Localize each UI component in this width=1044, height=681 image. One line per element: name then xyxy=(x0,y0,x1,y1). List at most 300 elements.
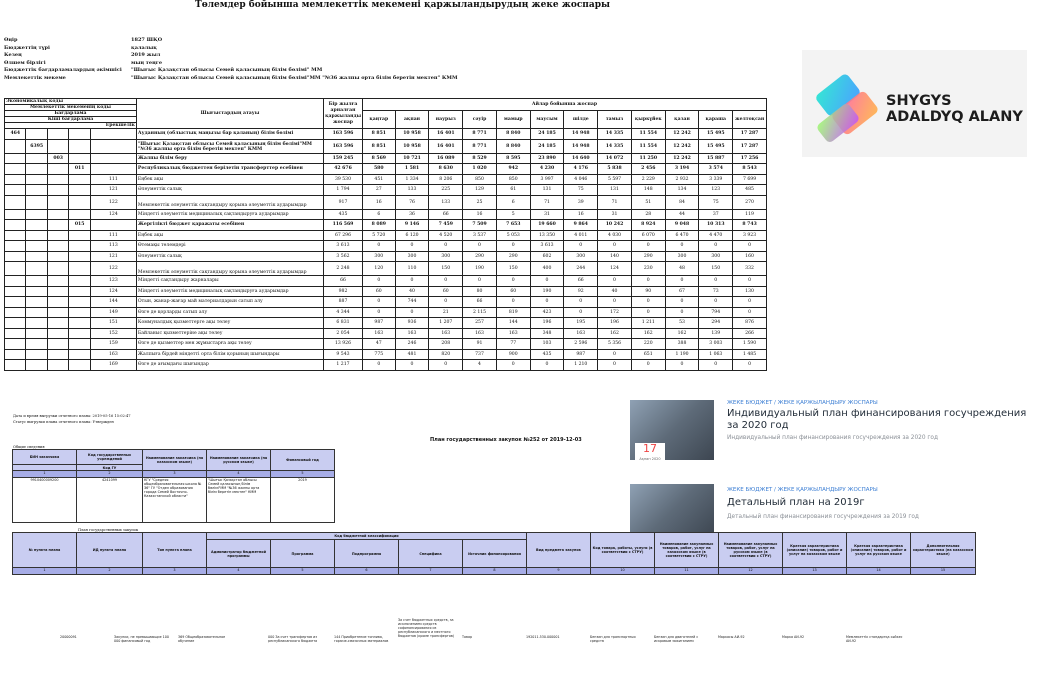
month-cell: 8 543 xyxy=(733,164,767,175)
month-cell: 60 xyxy=(429,286,463,297)
month-cell: 257 xyxy=(463,318,497,329)
month-cell: 0 xyxy=(631,307,665,318)
month-cell: 290 xyxy=(463,251,497,262)
code-cell xyxy=(5,339,26,350)
month-cell: 66 xyxy=(463,297,497,308)
month-cell: 6 120 xyxy=(395,230,429,241)
month-cell: 3 923 xyxy=(733,230,767,241)
procurement-plan-title: План государственных закупок №252 от 2019-12-03 xyxy=(430,437,582,443)
column-number: 6 xyxy=(335,568,399,575)
month-cell: 130 xyxy=(733,286,767,297)
code-cell xyxy=(69,241,90,252)
code-cell xyxy=(47,129,68,140)
month-10: қазан xyxy=(665,111,699,129)
meta-key: Бюджеттік бағдарламалардың әкімшісі xyxy=(4,67,122,74)
code-cell: 111 xyxy=(90,230,136,241)
code-cell xyxy=(5,318,26,329)
month-cell: 10 242 xyxy=(598,220,632,231)
code-cell xyxy=(69,297,90,308)
month-cell: 196 xyxy=(598,318,632,329)
month-cell: 794 xyxy=(699,307,733,318)
expense-name: Міндетті әлеуметтік медициналық сақтандыруға аударымдар xyxy=(136,209,323,220)
code-cell xyxy=(26,307,47,318)
month-cell: 651 xyxy=(631,349,665,360)
header-months-title: Айлар бойынша жоспар xyxy=(362,99,766,111)
gi-value: КГУ "Средняя общеобразовательная школа № 36" ГУ "Отдел образования города Семей Восточно-Казахстанской области" xyxy=(143,478,207,523)
month-cell: 24 185 xyxy=(530,139,564,153)
month-cell: 51 xyxy=(631,195,665,209)
news-thumbnail[interactable] xyxy=(630,484,714,536)
code-cell xyxy=(69,195,90,209)
month-cell: 0 xyxy=(699,360,733,371)
procurement-cell: 144 Приобретение топлива, горюче-смазочных материалов xyxy=(334,635,389,643)
month-cell: 16 089 xyxy=(429,153,463,164)
code-cell xyxy=(90,164,136,175)
total-cell: 1 217 xyxy=(324,360,363,371)
total-cell: 6 831 xyxy=(324,318,363,329)
month-cell: 0 xyxy=(429,241,463,252)
code-cell xyxy=(26,318,47,329)
month-cell: 139 xyxy=(699,328,733,339)
month-11: қараша xyxy=(699,111,733,129)
month-cell: 9 146 xyxy=(395,220,429,231)
meta-key: Өлшем бірлігі xyxy=(4,59,46,66)
month-cell: 196 xyxy=(530,318,564,329)
month-6: маусым xyxy=(530,111,564,129)
month-cell: 14 640 xyxy=(564,153,598,164)
month-cell: 6 070 xyxy=(631,230,665,241)
month-cell: 44 xyxy=(665,209,699,220)
month-cell: 8 840 xyxy=(496,129,530,140)
code-cell xyxy=(5,241,26,252)
month-cell: 1 063 xyxy=(699,349,733,360)
month-cell: 40 xyxy=(395,286,429,297)
month-cell: 348 xyxy=(530,328,564,339)
month-cell: 1 581 xyxy=(395,164,429,175)
month-12: желтоқсан xyxy=(733,111,767,129)
code-cell xyxy=(69,139,90,153)
procurement-table: № пункта плана ИД пункта плана Тип пункта плана Код бюджетной классификации Вид предмета закупок Код товара, работы, услуги (в соответствии с СТРУ) Наименование закупаемых товаров, работ, услуг на казахском языке (в соответствии с СТРУ) Наименование закупаемых товаров, работ, услуг на русском языке (в соответствии с СТРУ) Краткая характеристика (описание) товаров, работ и услуг на казахском языке Краткая характеристика (описание) товаров, работ и услуг на русском языке Дополнительная характеристика (на казахском языке) Администратор бюджетной программы Программа Подпрограмма Специфика Источник финансирования 1 2 3 4 5 6 7 8 9 10 11 12 13 14 15 xyxy=(12,532,976,575)
month-cell: 0 xyxy=(463,276,497,287)
table-row xyxy=(5,360,767,371)
code-cell xyxy=(5,153,26,164)
code-cell xyxy=(69,328,90,339)
month-cell: 4 xyxy=(463,360,497,371)
month-cell: 19 660 xyxy=(530,220,564,231)
month-cell: 48 xyxy=(665,262,699,276)
code-cell xyxy=(69,349,90,360)
month-cell: 0 xyxy=(564,297,598,308)
code-cell xyxy=(47,339,68,350)
month-cell: 987 xyxy=(564,349,598,360)
month-cell: 0 xyxy=(395,360,429,371)
month-cell: 14 948 xyxy=(564,139,598,153)
code-cell: 144 xyxy=(90,297,136,308)
month-cell: 25 xyxy=(463,195,497,209)
expense-name: Жергілікті бюджет қаражаты есебінен xyxy=(136,220,323,231)
logo xyxy=(802,50,1027,157)
month-cell: 1 020 xyxy=(463,164,497,175)
month-cell: 0 xyxy=(362,307,395,318)
month-cell: 144 xyxy=(496,318,530,329)
table-row xyxy=(5,164,767,175)
code-cell: 003 xyxy=(47,153,68,164)
month-cell: 3 997 xyxy=(530,174,564,185)
total-cell: 887 xyxy=(324,297,363,308)
code-cell: 149 xyxy=(90,307,136,318)
table-row xyxy=(5,307,767,318)
code-cell xyxy=(5,328,26,339)
page-title: Төлемдер бойынша мемлекеттік мекемені қаржыландырудың жеке жоспары xyxy=(195,0,611,10)
code-cell xyxy=(47,230,68,241)
total-cell: 9 543 xyxy=(324,349,363,360)
code-cell xyxy=(5,297,26,308)
column-number: 2 xyxy=(77,568,143,575)
code-cell xyxy=(5,195,26,209)
month-cell: 602 xyxy=(530,251,564,262)
code-cell: 111 xyxy=(90,174,136,185)
month-cell: 4 046 xyxy=(564,174,598,185)
month-cell: 8 924 xyxy=(631,220,665,231)
code-cell: 113 xyxy=(90,241,136,252)
month-cell: 0 xyxy=(665,297,699,308)
code-cell xyxy=(47,164,68,175)
month-cell: 67 xyxy=(665,286,699,297)
procurement-caption: План государственных закупок xyxy=(78,528,139,532)
total-cell: 159 245 xyxy=(324,153,363,164)
code-cell: 121 xyxy=(90,185,136,196)
code-cell xyxy=(26,129,47,140)
code-cell xyxy=(26,230,47,241)
meta-row xyxy=(4,45,404,53)
month-cell: 8 595 xyxy=(496,153,530,164)
month-cell: 300 xyxy=(395,251,429,262)
table-row xyxy=(5,286,767,297)
month-cell: 423 xyxy=(530,307,564,318)
code-cell xyxy=(90,129,136,140)
month-cell: 820 xyxy=(429,349,463,360)
code-cell xyxy=(26,328,47,339)
month-cell: 163 xyxy=(496,328,530,339)
month-cell: 39 xyxy=(564,195,598,209)
code-cell xyxy=(5,307,26,318)
month-cell: 0 xyxy=(395,241,429,252)
total-cell: 163 596 xyxy=(324,129,363,140)
month-cell: 0 xyxy=(733,276,767,287)
procurement-cell: 20000091 xyxy=(60,635,77,639)
month-cell: 1 211 xyxy=(631,318,665,329)
month-cell: 6 xyxy=(496,195,530,209)
code-cell xyxy=(47,195,68,209)
month-cell: 8 771 xyxy=(463,129,497,140)
code-cell xyxy=(47,209,68,220)
month-cell: 103 xyxy=(530,339,564,350)
code-cell xyxy=(26,297,47,308)
month-cell: 133 xyxy=(429,195,463,209)
meta-value: 1827 ШҚО xyxy=(131,37,163,43)
code-cell xyxy=(47,220,68,231)
month-cell: 0 xyxy=(429,297,463,308)
total-cell: 67 296 xyxy=(324,230,363,241)
month-cell: 300 xyxy=(362,251,395,262)
logo-text: SHYGYS ADALDYQ ALANY xyxy=(886,93,1023,125)
expense-name: Мемлекеттік әлеуметтік сақтандыру қорына әлеуметтік аударымдар xyxy=(136,262,323,276)
header-admin: Мемлекеттік мекеменің коды xyxy=(5,105,137,111)
code-cell xyxy=(69,276,90,287)
month-cell: 75 xyxy=(564,185,598,196)
month-cell: 0 xyxy=(598,297,632,308)
total-cell: 2 248 xyxy=(324,262,363,276)
code-cell xyxy=(5,139,26,153)
month-cell: 9 048 xyxy=(665,220,699,231)
code-cell: 464 xyxy=(5,129,26,140)
month-cell: 290 xyxy=(496,251,530,262)
month-5: мамыр xyxy=(496,111,530,129)
gi-header: БИН заказчика xyxy=(13,450,77,465)
month-cell: 3 339 xyxy=(699,174,733,185)
code-cell: 124 xyxy=(90,209,136,220)
expense-name: "Шығыс Қазақстан облысы Семей қаласының білім бөлімі"ММ "№36 жалпы орта білім беретін мектеп" КММ xyxy=(136,139,323,153)
code-cell xyxy=(69,153,90,164)
month-cell: 876 xyxy=(733,318,767,329)
code-cell: 169 xyxy=(90,360,136,371)
month-cell: 16 xyxy=(463,209,497,220)
month-cell: 21 xyxy=(429,307,463,318)
table-row xyxy=(5,174,767,185)
meta-value: қалалық xyxy=(131,44,157,51)
month-cell: 11 250 xyxy=(631,153,665,164)
month-cell: 0 xyxy=(564,241,598,252)
month-cell: 208 xyxy=(429,339,463,350)
export-status: Статус выгрузки плана отчетного плана: Утвержден xyxy=(13,420,114,424)
code-cell xyxy=(5,230,26,241)
month-7: шілде xyxy=(564,111,598,129)
month-cell: 1 190 xyxy=(665,349,699,360)
expense-name: Өтемақы төлемдері xyxy=(136,241,323,252)
month-cell: 16 401 xyxy=(429,139,463,153)
meta-key: Өңір xyxy=(4,37,18,43)
month-cell: 60 xyxy=(496,286,530,297)
month-cell: 0 xyxy=(362,276,395,287)
month-cell: 162 xyxy=(598,328,632,339)
date-badge: 17 Ақпан 2020 xyxy=(635,443,665,467)
code-cell xyxy=(26,164,47,175)
month-cell: 4 030 xyxy=(598,230,632,241)
month-cell: 12 242 xyxy=(665,139,699,153)
expense-name: Отын, жанар-жағар май материалдарын сатып алу xyxy=(136,297,323,308)
month-cell: 36 xyxy=(395,209,429,220)
month-cell: 80 xyxy=(463,286,497,297)
month-cell: 11 554 xyxy=(631,139,665,153)
column-number: 4 xyxy=(207,568,271,575)
month-cell: 0 xyxy=(496,241,530,252)
month-cell: 6 470 xyxy=(665,230,699,241)
code-cell xyxy=(26,241,47,252)
month-cell: 163 xyxy=(564,328,598,339)
code-cell xyxy=(26,360,47,371)
month-cell: 71 xyxy=(530,195,564,209)
month-cell: 16 xyxy=(362,195,395,209)
code-cell xyxy=(5,174,26,185)
expense-name: Міндетті сақтандыру жарналары xyxy=(136,276,323,287)
month-cell: 163 xyxy=(362,328,395,339)
month-cell: 0 xyxy=(699,297,733,308)
meta-value: "Шығыс Қазақстан облысы Семей қаласының білім бөлімі"ММ "№36 жалпы орта білім беретін мектеп" КММ xyxy=(131,74,458,81)
header-prog: Бағдарлама xyxy=(5,111,137,117)
month-cell: 17 287 xyxy=(733,139,767,153)
month-cell: 110 xyxy=(395,262,429,276)
news-title-link[interactable]: Индивидуальный план финансирования госучреждения за 2020 год xyxy=(727,408,1027,431)
table-row xyxy=(5,185,767,196)
table-row xyxy=(5,276,767,287)
column-number: 5 xyxy=(271,568,335,575)
code-cell: 121 xyxy=(90,251,136,262)
code-cell xyxy=(5,286,26,297)
month-1: қаңтар xyxy=(362,111,395,129)
table-row xyxy=(5,220,767,231)
code-cell xyxy=(5,185,26,196)
month-cell: 0 xyxy=(530,276,564,287)
table-row xyxy=(5,153,767,164)
month-cell: 0 xyxy=(496,297,530,308)
month-cell: 9 864 xyxy=(564,220,598,231)
month-cell: 400 xyxy=(530,262,564,276)
news-title-link[interactable]: Детальный план на 2019г xyxy=(727,497,865,508)
month-cell: 90 xyxy=(631,286,665,297)
procurement-cell: Закупки, не превышающие 100 000 финансовый год xyxy=(114,635,169,643)
month-cell: 3 194 xyxy=(665,164,699,175)
month-cell: 0 xyxy=(530,297,564,308)
procurement-cell: Мемлекеттік стандартқа сәйкес АИ-92 xyxy=(846,635,903,643)
expense-name: Коммуналдық қызметтерге ақы төлеу xyxy=(136,318,323,329)
news-thumbnail[interactable] xyxy=(630,400,714,460)
meta-key: Мемлекеттік мекеме xyxy=(4,74,66,81)
table-row xyxy=(5,195,767,209)
month-cell: 47 xyxy=(362,339,395,350)
expense-name: Байланыс қызметтеріне ақы төлеу xyxy=(136,328,323,339)
code-cell xyxy=(5,220,26,231)
total-cell: 2 054 xyxy=(324,328,363,339)
month-cell: 24 185 xyxy=(530,129,564,140)
month-cell: 15 887 xyxy=(699,153,733,164)
table-row xyxy=(5,328,767,339)
expense-name: Жалпыға бірдей міндетті орта білім қорының шығындары xyxy=(136,349,323,360)
month-cell: 40 xyxy=(598,286,632,297)
code-cell xyxy=(90,139,136,153)
month-cell: 270 xyxy=(733,195,767,209)
month-cell: 23 890 xyxy=(530,153,564,164)
month-cell: 290 xyxy=(631,251,665,262)
month-cell: 66 xyxy=(564,276,598,287)
news-category-link[interactable]: ЖЕКЕ БЮДЖЕТ / ЖЕКЕ ҚАРЖЫЛАНДЫРУ ЖОСПАРЫ xyxy=(727,400,878,406)
month-cell: 0 xyxy=(598,349,632,360)
month-cell: 37 xyxy=(699,209,733,220)
meta-block xyxy=(4,37,458,83)
month-cell: 5 838 xyxy=(598,164,632,175)
month-cell: 0 xyxy=(564,307,598,318)
month-3: наурыз xyxy=(429,111,463,129)
month-cell: 300 xyxy=(429,251,463,262)
month-cell: 1 210 xyxy=(564,360,598,371)
general-info-table: БИН заказчика Код государственных учреждений Наименование заказчика (на казахском языке) Наименование заказчика (на русском языке) Финансовый год Код ГУ 1 2 3 4 5 9910400009200 4241099 КГУ "Средняя общеобразовательная школа № 36" ГУ "Отдел образования города Семей Восточно-Казахстанской области" "Шығыс Қазақстан облысы Семей қаласының білім бөлімі"ММ "№36 жалпы орта білім беретін мектеп" КММ 2019 xyxy=(12,449,335,523)
month-cell: 850 xyxy=(496,174,530,185)
month-cell: 0 xyxy=(496,276,530,287)
month-cell: 10 721 xyxy=(395,153,429,164)
code-cell: 124 xyxy=(90,286,136,297)
procurement-cell: Маркасы АИ-92 xyxy=(718,635,745,639)
month-cell: 0 xyxy=(665,241,699,252)
month-cell: 162 xyxy=(631,328,665,339)
month-cell: 150 xyxy=(429,262,463,276)
table-row xyxy=(5,349,767,360)
expense-name: Өзге де қорларды сатып алу xyxy=(136,307,323,318)
total-cell: 163 596 xyxy=(324,139,363,153)
month-cell: 4 470 xyxy=(699,230,733,241)
month-cell: 27 xyxy=(362,185,395,196)
code-cell xyxy=(5,262,26,276)
code-cell xyxy=(47,139,68,153)
news-subtitle: Индивидуальный план финансирования госучреждения за 2020 год xyxy=(727,435,938,441)
meta-key: Бюджеттің түрі xyxy=(4,44,50,51)
gi-header: Финансовый год xyxy=(271,450,335,471)
code-cell xyxy=(47,251,68,262)
header-spec: Ерекшелік xyxy=(5,123,137,129)
month-cell: 246 xyxy=(395,339,429,350)
month-cell: 0 xyxy=(665,307,699,318)
month-cell: 190 xyxy=(530,286,564,297)
header-subprog: Кіші бағдарлама xyxy=(5,117,137,123)
code-cell xyxy=(47,185,68,196)
expense-name: Ауданның (облыстық маңызы бар қаланың) білім бөлімі xyxy=(136,129,323,140)
news-category-link[interactable]: ЖЕКЕ БЮДЖЕТ / ЖЕКЕ ҚАРЖЫЛАНДЫРУ ЖОСПАРЫ xyxy=(727,487,878,493)
table-row xyxy=(5,318,767,329)
month-cell: 148 xyxy=(631,185,665,196)
month-cell: 0 xyxy=(362,241,395,252)
month-cell: 75 xyxy=(699,195,733,209)
month-cell: 3 003 xyxy=(699,339,733,350)
procurement-cell: Товар xyxy=(462,635,473,639)
procurement-cell: Марка АИ-92 xyxy=(782,635,805,639)
month-cell: 744 xyxy=(395,297,429,308)
month-cell: 163 xyxy=(395,328,429,339)
total-cell: 13 926 xyxy=(324,339,363,350)
table-row xyxy=(5,297,767,308)
month-cell: 8 206 xyxy=(429,174,463,185)
code-cell xyxy=(26,339,47,350)
month-cell: 7 699 xyxy=(733,174,767,185)
code-cell xyxy=(90,153,136,164)
column-number: 13 xyxy=(783,568,847,575)
header-name: Шығыстардың атауы xyxy=(136,99,323,129)
code-cell xyxy=(47,318,68,329)
month-cell: 5 720 xyxy=(362,230,395,241)
code-cell xyxy=(26,185,47,196)
month-cell: 1 334 xyxy=(395,174,429,185)
general-info-caption: Общие сведения xyxy=(13,445,45,449)
code-cell xyxy=(69,209,90,220)
month-cell: 294 xyxy=(699,318,733,329)
gi-value: 9910400009200 xyxy=(13,478,77,523)
month-cell: 8 771 xyxy=(463,139,497,153)
month-cell: 10 313 xyxy=(699,220,733,231)
code-cell: 122 xyxy=(90,262,136,276)
code-cell xyxy=(5,276,26,287)
code-cell xyxy=(26,286,47,297)
code-cell xyxy=(26,349,47,360)
month-cell: 0 xyxy=(733,360,767,371)
code-cell xyxy=(69,360,90,371)
month-cell: 1 485 xyxy=(733,349,767,360)
